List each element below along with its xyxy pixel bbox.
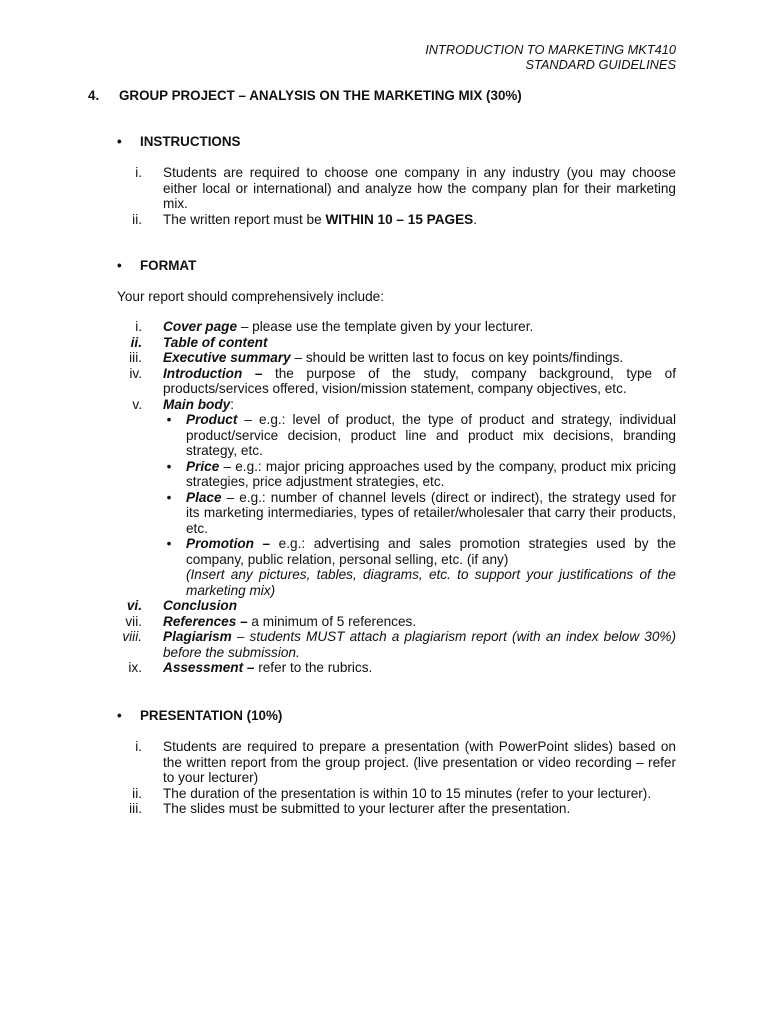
list-item (110, 335, 676, 351)
list-item (110, 350, 676, 366)
list-marker: i. (135, 165, 142, 180)
item-text: e.g.: advertising and sales promotion strategies used by the company, public relation, personal selling, etc. (if any) (186, 536, 676, 567)
list-item (110, 598, 676, 614)
item-label: Introduction – (163, 365, 263, 381)
header-course-title: INTRODUCTION TO MARKETING MKT410 (425, 42, 676, 57)
bullet-icon: • (166, 412, 172, 427)
list-marker: ii. (130, 334, 142, 350)
list-item-text: The slides must be submitted to your lecturer after the presentation. (163, 801, 571, 816)
list-item (110, 366, 676, 397)
item-label: Price (186, 458, 220, 474)
item-label: Table of content (163, 334, 268, 350)
item-label: References – (163, 613, 248, 629)
list-marker: vi. (126, 598, 142, 613)
list-marker: v. (132, 396, 142, 412)
list-item-text: Students are required to prepare a presentation (with PowerPoint slides) based on the written report from the group project. (live presentation or video recording – refer to your lecturer) (163, 739, 676, 785)
bullet-icon: • (166, 536, 172, 551)
format-heading-label: FORMAT (140, 258, 197, 273)
page-header (425, 43, 676, 72)
bullet-icon: • (117, 708, 122, 723)
item-label: Cover page (163, 319, 238, 334)
list-item (110, 212, 676, 228)
item-text: – e.g.: level of product, the type of product and strategy, individual product/service decision, product line and product mix decisions, branding strategy, etc. (186, 412, 676, 458)
list-marker: i. (135, 319, 142, 334)
main-body-note: (Insert any pictures, tables, diagrams, etc. to support your justifications of the marketing mix) (186, 567, 676, 598)
bullet-icon: • (166, 458, 172, 474)
list-marker: iii. (129, 801, 142, 816)
list-item (110, 739, 676, 786)
instructions-list (110, 165, 676, 227)
item-text: – e.g.: major pricing approaches used by the company, product mix pricing strategies, price adjustment strategies, etc. (186, 458, 676, 489)
list-item (110, 319, 676, 335)
item-text: a minimum of 5 references. (247, 613, 417, 629)
item-label: Place (186, 489, 222, 505)
item-label: Plagiarism (163, 629, 232, 644)
list-item (110, 629, 676, 660)
list-marker: i. (135, 739, 142, 754)
sublist-item (163, 490, 676, 537)
item-label: Promotion – (186, 536, 271, 551)
item-label: Assessment – (163, 660, 255, 675)
bullet-icon: • (117, 258, 122, 273)
list-marker: iv. (129, 365, 142, 381)
item-label: Main body (163, 396, 231, 412)
list-marker: ix. (128, 660, 142, 675)
item-label: Conclusion (163, 598, 238, 613)
item-text: – e.g.: number of channel levels (direct or indirect), the strategy used for its marketing intermediaries, types of retailer/wholesaler that carry their products, etc. (186, 489, 676, 536)
list-item (110, 397, 676, 599)
presentation-list (110, 739, 676, 817)
format-list (110, 319, 676, 676)
section-title: GROUP PROJECT – ANALYSIS ON THE MARKETING MIX (30%) (119, 88, 522, 103)
list-item-text-end: . (473, 211, 478, 227)
list-marker: ii. (132, 785, 142, 801)
list-item (110, 801, 676, 817)
section-heading (88, 88, 522, 104)
item-text: – should be written last to focus on key points/findings. (290, 350, 624, 365)
section-number: 4. (88, 88, 100, 103)
item-text: the purpose of the study, company background, type of products/services offered, vision/mission statement, company objectives, etc. (163, 365, 676, 396)
list-item (110, 786, 676, 802)
item-text: – students MUST attach a plagiarism report (with an index below 30%) before the submission. (163, 629, 676, 660)
list-item (110, 614, 676, 630)
presentation-heading (117, 708, 282, 724)
list-item-text: The written report must be (163, 211, 326, 227)
item-label: Product (186, 412, 238, 427)
instructions-heading (117, 134, 240, 150)
bullet-icon: • (166, 489, 172, 505)
list-marker: ii. (132, 211, 142, 227)
page-limit-emphasis: WITHIN 10 – 15 PAGES (325, 211, 474, 227)
list-item-text: The duration of the presentation is within 10 to 15 minutes (refer to your lecturer). (163, 785, 652, 801)
list-marker: viii. (122, 629, 142, 644)
item-label: Executive summary (163, 350, 291, 365)
presentation-heading-label: PRESENTATION (10%) (140, 708, 283, 723)
format-intro: Your report should comprehensively include: (117, 289, 384, 304)
sublist-item (163, 536, 676, 567)
main-body-sublist (163, 412, 676, 598)
list-marker: vii. (125, 613, 142, 629)
item-text: : (230, 396, 234, 412)
instructions-heading-label: INSTRUCTIONS (140, 134, 241, 149)
item-text: refer to the rubrics. (254, 660, 373, 675)
format-heading (117, 258, 196, 274)
list-item (110, 165, 676, 212)
sublist-item (163, 459, 676, 490)
bullet-icon: • (117, 134, 122, 149)
sublist-item (163, 412, 676, 459)
list-marker: iii. (129, 350, 142, 365)
header-subtitle: STANDARD GUIDELINES (525, 56, 676, 72)
item-text: – please use the template given by your lecturer. (237, 319, 534, 334)
list-item (110, 660, 676, 676)
list-item-text: Students are required to choose one company in any industry (you may choose either local or international) and analyze how the company plan for their marketing mix. (163, 165, 676, 211)
